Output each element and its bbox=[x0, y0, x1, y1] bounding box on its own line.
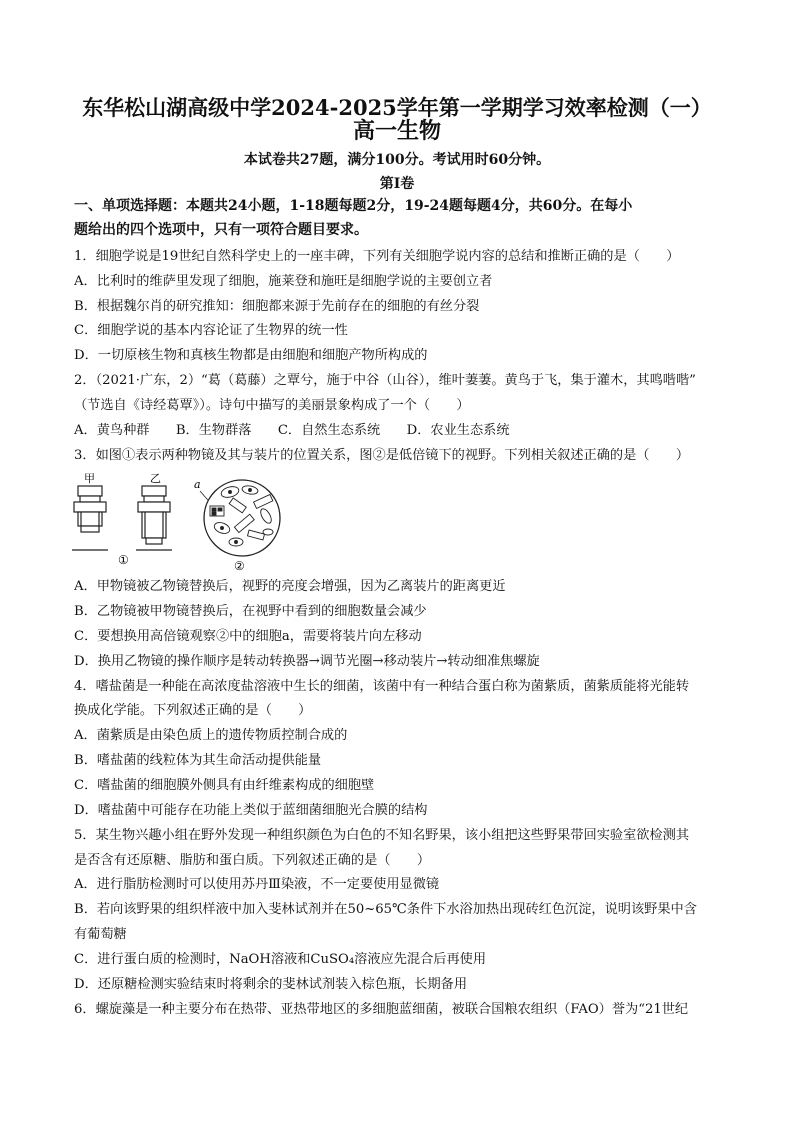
q2-stem-line1: 2．（2021·广东，2）“葛（葛藤）之覃兮，施于中谷（山谷），维叶萋萋。黄鸟于飞，集于灌木，其鸣喈喈” bbox=[74, 373, 696, 388]
q5-option-a: A．进行脂肪检测时可以使用苏丹Ⅲ染液，不一定要使用显微镜 bbox=[74, 877, 440, 892]
q3-option-c: C．要想换用高倍镜观察②中的细胞a，需要将装片向左移动 bbox=[74, 629, 422, 644]
q4-option-a: A．菌紫质是由染色质上的遗传物质控制合成的 bbox=[74, 728, 348, 743]
q4-stem-line2: 换成化学能。下列叙述正确的是（ ） bbox=[74, 703, 312, 718]
q5-stem-line1: 5．某生物兴趣小组在野外发现一种组织颜色为白色的不知名野果，该小组把这些野果带回实验室欲检测其 bbox=[74, 828, 690, 843]
q5-option-b-line2: 有葡萄糖 bbox=[74, 927, 127, 942]
q3-option-d: D．换用乙物镜的操作顺序是转动转换器→调节光圈→移动装片→转动细准焦螺旋 bbox=[74, 654, 540, 669]
section-heading-line2: 题给出的四个选项中，只有一项符合题目要求。 bbox=[74, 222, 368, 238]
exam-title: 东华松山湖高级中学2024-2025学年第一学期学习效率检测（一） bbox=[82, 95, 712, 120]
q5-stem-line2: 是否含有还原糖、脂肪和蛋白质。下列叙述正确的是（ ） bbox=[74, 853, 431, 868]
objective-jia bbox=[74, 486, 106, 532]
q5-option-c: C．进行蛋白质的检测时，NaOH溶液和CuSO₄溶液应先混合后再使用 bbox=[74, 952, 487, 967]
q3-stem: 3．如图①表示两种物镜及其与装片的位置关系，图②是低倍镜下的视野。下列相关叙述正确的是（ ） bbox=[74, 448, 690, 463]
q2-options: A．黄鸟种群 B．生物群落 C．自然生态系统 D．农业生态系统 bbox=[74, 423, 510, 438]
fig-label-yi: 乙 bbox=[150, 472, 161, 485]
q4-option-b: B．嗜盐菌的线粒体为其生命活动提供能量 bbox=[74, 753, 322, 768]
q4-option-c: C．嗜盐菌的细胞膜外侧具有由纤维素构成的细胞壁 bbox=[74, 778, 375, 793]
section-heading-line1: 一、单项选择题：本题共24小题，1-18题每题2分，19-24题每题4分，共60分。在每小 bbox=[74, 198, 633, 214]
q2-stem-line2: （节选自《诗经葛覃》）。诗句中描写的美丽景象构成了一个（ ） bbox=[74, 398, 470, 413]
q1-option-a: A．比利时的维萨里发现了细胞，施莱登和施旺是细胞学说的主要创立者 bbox=[74, 274, 493, 289]
q4-option-d: D．嗜盐菌中可能存在功能上类似于蓝细菌细胞光合膜的结构 bbox=[74, 803, 428, 818]
fig-label-jia: 甲 bbox=[84, 472, 95, 485]
q1-stem: 1．细胞学说是19世纪自然科学史上的一座丰碑，下列有关细胞学说内容的总结和推断正确的是（ ） bbox=[74, 249, 680, 264]
q6-stem-line1: 6．螺旋藻是一种主要分布在热带、亚热带地区的多细胞蓝细菌，被联合国粮农组织（FAO）誉为“21世纪 bbox=[74, 1002, 689, 1017]
fig-label-a: a bbox=[194, 478, 201, 491]
q5-option-b-line1: B．若向该野果的组织样液中加入斐林试剂并在50~65℃条件下水浴加热出现砖红色沉淀，说明该野果中含 bbox=[74, 902, 697, 917]
q1-option-b: B．根据魏尔肖的研究推知：细胞都来源于先前存在的细胞的有丝分裂 bbox=[74, 299, 480, 314]
q3-option-b: B．乙物镜被甲物镜替换后，在视野中看到的细胞数量会减少 bbox=[74, 604, 427, 619]
q1-option-d: D．一切原核生物和真核生物都是由细胞和细胞产物所构成的 bbox=[74, 348, 428, 363]
q5-option-d: D．还原糖检测实验结束时将剩余的斐林试剂装入棕色瓶，长期备用 bbox=[74, 977, 468, 992]
q4-stem-line1: 4．嗜盐菌是一种能在高浓度盐溶液中生长的细菌，该菌中有一种结合蛋白称为菌紫质，菌紫质能将光能转 bbox=[74, 679, 690, 694]
q1-option-c: C．细胞学说的基本内容论证了生物界的统一性 bbox=[74, 323, 348, 338]
microscope-figure bbox=[70, 470, 310, 574]
subject-title: 高一生物 bbox=[352, 118, 441, 144]
fig-num-1: ① bbox=[118, 553, 129, 567]
q3-option-a: A．甲物镜被乙物镜替换后，视野的亮度会增强，因为乙离装片的距离更近 bbox=[74, 579, 506, 594]
objective-yi bbox=[138, 486, 170, 544]
exam-info: 本试卷共27题，满分100分。考试用时60分钟。 bbox=[243, 152, 551, 168]
volume-label: 第Ⅰ卷 bbox=[379, 176, 415, 192]
fig-num-2: ② bbox=[234, 559, 245, 573]
